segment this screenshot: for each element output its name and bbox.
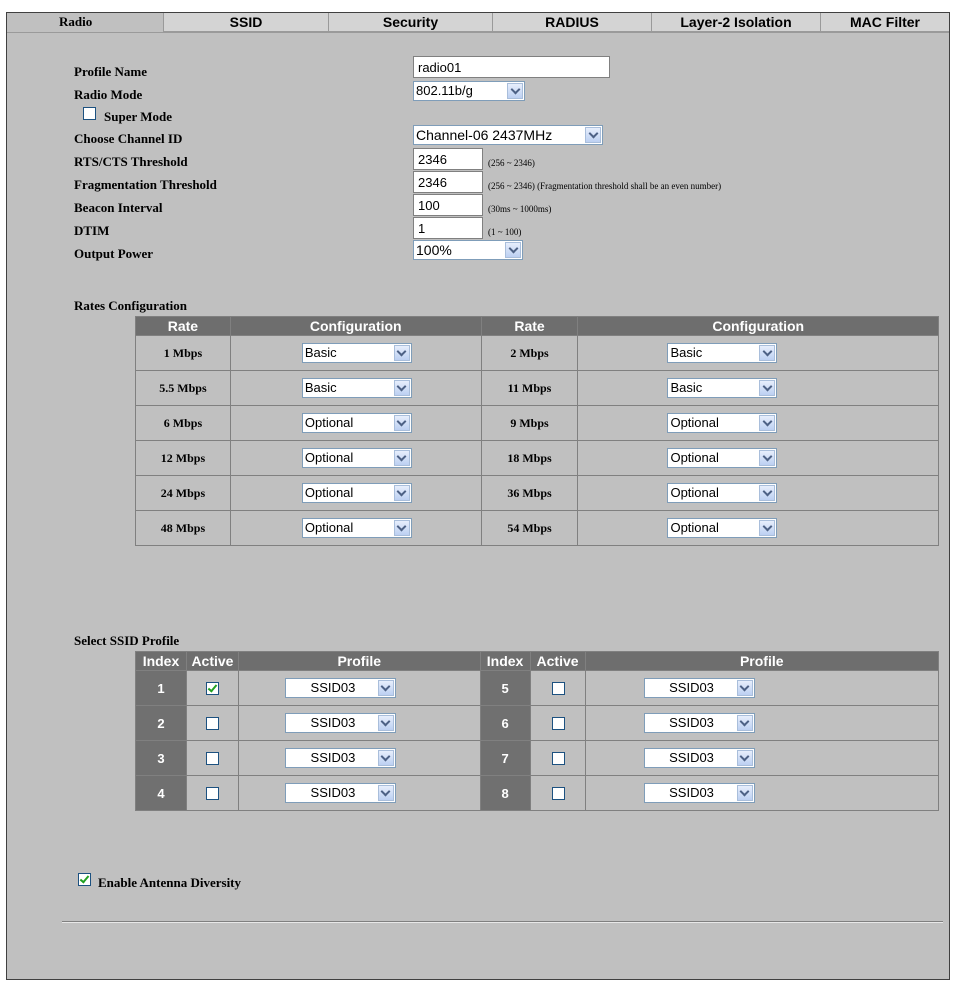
rate-cell: 24 Mbps: [136, 476, 231, 511]
ssid-profile-select[interactable]: [644, 678, 755, 698]
rate-config-select-value: Optional: [670, 450, 719, 465]
ssid-profile-cell: [585, 706, 938, 741]
rate-config-select-value: Optional: [670, 415, 719, 430]
fragmentation-threshold-input[interactable]: [413, 171, 483, 193]
ssid-active-checkbox[interactable]: [206, 787, 219, 800]
radio-mode-select[interactable]: [413, 81, 525, 101]
header-profile: Profile: [585, 652, 938, 671]
chevron-down-icon: [378, 680, 394, 696]
header-index: Index: [136, 652, 187, 671]
rate-config-select[interactable]: [667, 378, 777, 398]
ssid-row: [136, 741, 939, 776]
configuration-cell: [578, 336, 939, 371]
ssid-active-cell: [186, 776, 238, 811]
rate-cell: 36 Mbps: [481, 476, 578, 511]
ssid-profile-select-value: SSID03: [669, 750, 714, 765]
ssid-profile-select[interactable]: [644, 748, 755, 768]
beacon-interval-input[interactable]: [413, 194, 483, 216]
rates-row: [136, 336, 939, 371]
configuration-cell: [230, 476, 481, 511]
tab-radio[interactable]: Radio: [7, 13, 164, 32]
channel-select[interactable]: [413, 125, 603, 145]
ssid-profile-cell: [238, 741, 480, 776]
rate-config-select-value: Optional: [304, 520, 354, 535]
rates-header-row: [136, 317, 939, 336]
ssid-header-row: [136, 652, 939, 671]
chevron-down-icon: [759, 450, 775, 466]
rate-cell: 54 Mbps: [481, 511, 578, 546]
rate-config-select[interactable]: [667, 343, 777, 363]
fragmentation-threshold-hint: (256 ~ 2346) (Fragmentation threshold shall be an even number): [488, 181, 722, 191]
rate-config-select-value: Basic: [670, 345, 703, 360]
chevron-down-icon: [737, 750, 753, 766]
rate-cell: 9 Mbps: [481, 406, 578, 441]
ssid-profile-cell: [585, 671, 938, 706]
ssid-profile-select[interactable]: [285, 713, 396, 733]
rate-config-select[interactable]: [667, 483, 777, 503]
divider-highlight: [62, 922, 943, 923]
configuration-cell: [578, 511, 939, 546]
ssid-profile-select-value: SSID03: [669, 680, 714, 695]
rate-cell: 11 Mbps: [481, 371, 578, 406]
header-rate: Rate: [481, 317, 578, 336]
ssid-profile-select[interactable]: [644, 783, 755, 803]
dtim-hint: (1 ~ 100): [488, 227, 522, 237]
top-strip: [0, 0, 956, 12]
rate-config-select-value: Basic: [670, 380, 703, 395]
ssid-index-cell: 7: [480, 741, 530, 776]
ssid-profile-cell: [585, 776, 938, 811]
output-power-value: 100%: [416, 242, 452, 258]
ssid-profile-cell: [585, 741, 938, 776]
configuration-cell: [230, 406, 481, 441]
rates-table: [135, 316, 939, 546]
configuration-cell: [578, 371, 939, 406]
rate-cell: 5.5 Mbps: [136, 371, 231, 406]
rate-config-select[interactable]: [302, 448, 412, 468]
ssid-profile-select[interactable]: [285, 783, 396, 803]
ssid-active-cell: [186, 671, 238, 706]
rate-config-select-value: Optional: [670, 520, 719, 535]
ssid-active-checkbox[interactable]: [552, 787, 565, 800]
ssid-profile-select-value: SSID03: [310, 715, 356, 730]
configuration-cell: [230, 371, 481, 406]
configuration-cell: [578, 476, 939, 511]
rate-config-select-value: Optional: [304, 485, 354, 500]
ssid-profile-select-value: SSID03: [669, 715, 714, 730]
ssid-active-cell: [186, 741, 238, 776]
profile-name-label: Profile Name: [74, 64, 148, 79]
ssid-profile-cell: [238, 776, 480, 811]
chevron-down-icon: [394, 485, 410, 501]
ssid-profile-select-value: SSID03: [310, 785, 356, 800]
ssid-index-cell: 5: [480, 671, 530, 706]
configuration-cell: [230, 511, 481, 546]
super-mode-checkbox[interactable]: [83, 107, 96, 120]
configuration-cell: [230, 336, 481, 371]
ssid-active-cell: [186, 706, 238, 741]
header-rate: Rate: [136, 317, 231, 336]
rate-config-select[interactable]: [302, 483, 412, 503]
chevron-down-icon: [394, 380, 410, 396]
rate-config-select[interactable]: [667, 448, 777, 468]
ssid-index-cell: 1: [136, 671, 187, 706]
chevron-down-icon: [394, 520, 410, 536]
rates-row: [136, 511, 939, 546]
beacon-interval-label: Beacon Interval: [74, 200, 163, 215]
rate-config-select[interactable]: [302, 378, 412, 398]
ssid-active-cell: [530, 706, 585, 741]
rate-config-select-value: Optional: [304, 415, 354, 430]
rts-threshold-hint: (256 ~ 2346): [488, 158, 535, 168]
rates-row: [136, 406, 939, 441]
super-mode-label: Super Mode: [104, 109, 173, 124]
configuration-cell: [230, 441, 481, 476]
ssid-row: [136, 671, 939, 706]
rate-cell: 1 Mbps: [136, 336, 231, 371]
header-profile: Profile: [238, 652, 480, 671]
configuration-cell: [578, 441, 939, 476]
ssid-index-cell: 8: [480, 776, 530, 811]
chevron-down-icon: [759, 345, 775, 361]
header-index: Index: [480, 652, 530, 671]
chevron-down-icon: [737, 715, 753, 731]
ssid-active-checkbox[interactable]: [206, 682, 219, 695]
tab-bar: [7, 13, 949, 32]
chevron-down-icon: [507, 83, 523, 99]
radio-mode-value: 802.11b/g: [416, 83, 473, 98]
tab-ssid[interactable]: SSID: [164, 13, 329, 32]
ssid-profile-select[interactable]: [285, 748, 396, 768]
ssid-index-cell: 6: [480, 706, 530, 741]
output-power-select[interactable]: [413, 240, 523, 260]
radio-config-panel: [6, 12, 950, 980]
rate-config-select[interactable]: [302, 413, 412, 433]
rate-config-select-value: Basic: [304, 345, 337, 360]
antenna-diversity-checkbox[interactable]: [78, 873, 91, 886]
rates-row: [136, 476, 939, 511]
tab-mac-filter[interactable]: MAC Filter: [821, 13, 949, 32]
channel-value: Channel-06 2437MHz: [416, 127, 553, 143]
chevron-down-icon: [505, 242, 521, 258]
profile-name-input[interactable]: [413, 56, 610, 78]
output-power-label: Output Power: [74, 246, 154, 261]
ssid-active-checkbox[interactable]: [552, 717, 565, 730]
ssid-index-cell: 2: [136, 706, 187, 741]
ssid-table: [135, 651, 939, 811]
tab-security[interactable]: Security: [329, 13, 493, 32]
configuration-cell: [578, 406, 939, 441]
ssid-active-cell: [530, 741, 585, 776]
tab-divider: [7, 32, 949, 33]
ssid-section-title: Select SSID Profile: [74, 633, 180, 648]
rate-config-select-value: Optional: [304, 450, 354, 465]
chevron-down-icon: [585, 127, 601, 143]
header-configuration: Configuration: [230, 317, 481, 336]
ssid-profile-select-value: SSID03: [310, 750, 356, 765]
rts-threshold-input[interactable]: [413, 148, 483, 170]
tab-layer2-isolation[interactable]: Layer-2 Isolation: [652, 13, 821, 32]
ssid-profile-cell: [238, 671, 480, 706]
ssid-profile-select[interactable]: [285, 678, 396, 698]
chevron-down-icon: [378, 785, 394, 801]
tab-radius[interactable]: RADIUS: [493, 13, 652, 32]
ssid-row: [136, 776, 939, 811]
ssid-index-cell: 4: [136, 776, 187, 811]
chevron-down-icon: [394, 415, 410, 431]
chevron-down-icon: [759, 415, 775, 431]
rates-row: [136, 371, 939, 406]
channel-label: Choose Channel ID: [74, 131, 183, 146]
ssid-profile-cell: [238, 706, 480, 741]
radio-mode-label: Radio Mode: [74, 87, 143, 102]
rate-cell: 2 Mbps: [481, 336, 578, 371]
rates-row: [136, 441, 939, 476]
antenna-diversity-label: Enable Antenna Diversity: [98, 875, 242, 890]
chevron-down-icon: [759, 520, 775, 536]
ssid-active-cell: [530, 671, 585, 706]
header-active: Active: [186, 652, 238, 671]
beacon-interval-hint: (30ms ~ 1000ms): [488, 204, 552, 214]
rate-config-select-value: Basic: [304, 380, 337, 395]
ssid-active-checkbox[interactable]: [206, 752, 219, 765]
chevron-down-icon: [759, 485, 775, 501]
chevron-down-icon: [394, 345, 410, 361]
fragmentation-threshold-label: Fragmentation Threshold: [74, 177, 217, 192]
rate-cell: 48 Mbps: [136, 511, 231, 546]
rate-cell: 12 Mbps: [136, 441, 231, 476]
ssid-row: [136, 706, 939, 741]
rate-config-select[interactable]: [667, 518, 777, 538]
chevron-down-icon: [378, 715, 394, 731]
chevron-down-icon: [737, 680, 753, 696]
rate-cell: 6 Mbps: [136, 406, 231, 441]
chevron-down-icon: [394, 450, 410, 466]
ssid-index-cell: 3: [136, 741, 187, 776]
ssid-active-checkbox[interactable]: [206, 717, 219, 730]
dtim-input[interactable]: [413, 217, 483, 239]
chevron-down-icon: [378, 750, 394, 766]
ssid-active-cell: [530, 776, 585, 811]
rate-config-select[interactable]: [302, 343, 412, 363]
rates-section-title: Rates Configuration: [74, 298, 188, 313]
rate-cell: 18 Mbps: [481, 441, 578, 476]
dtim-label: DTIM: [74, 223, 110, 238]
rate-config-select-value: Optional: [670, 485, 719, 500]
ssid-profile-select-value: SSID03: [310, 680, 356, 695]
chevron-down-icon: [759, 380, 775, 396]
ssid-active-checkbox[interactable]: [552, 752, 565, 765]
rts-threshold-label: RTS/CTS Threshold: [74, 154, 188, 169]
ssid-profile-select[interactable]: [644, 713, 755, 733]
rate-config-select[interactable]: [302, 518, 412, 538]
rate-config-select[interactable]: [667, 413, 777, 433]
chevron-down-icon: [737, 785, 753, 801]
ssid-profile-select-value: SSID03: [669, 785, 714, 800]
header-active: Active: [530, 652, 585, 671]
ssid-active-checkbox[interactable]: [552, 682, 565, 695]
header-configuration: Configuration: [578, 317, 939, 336]
